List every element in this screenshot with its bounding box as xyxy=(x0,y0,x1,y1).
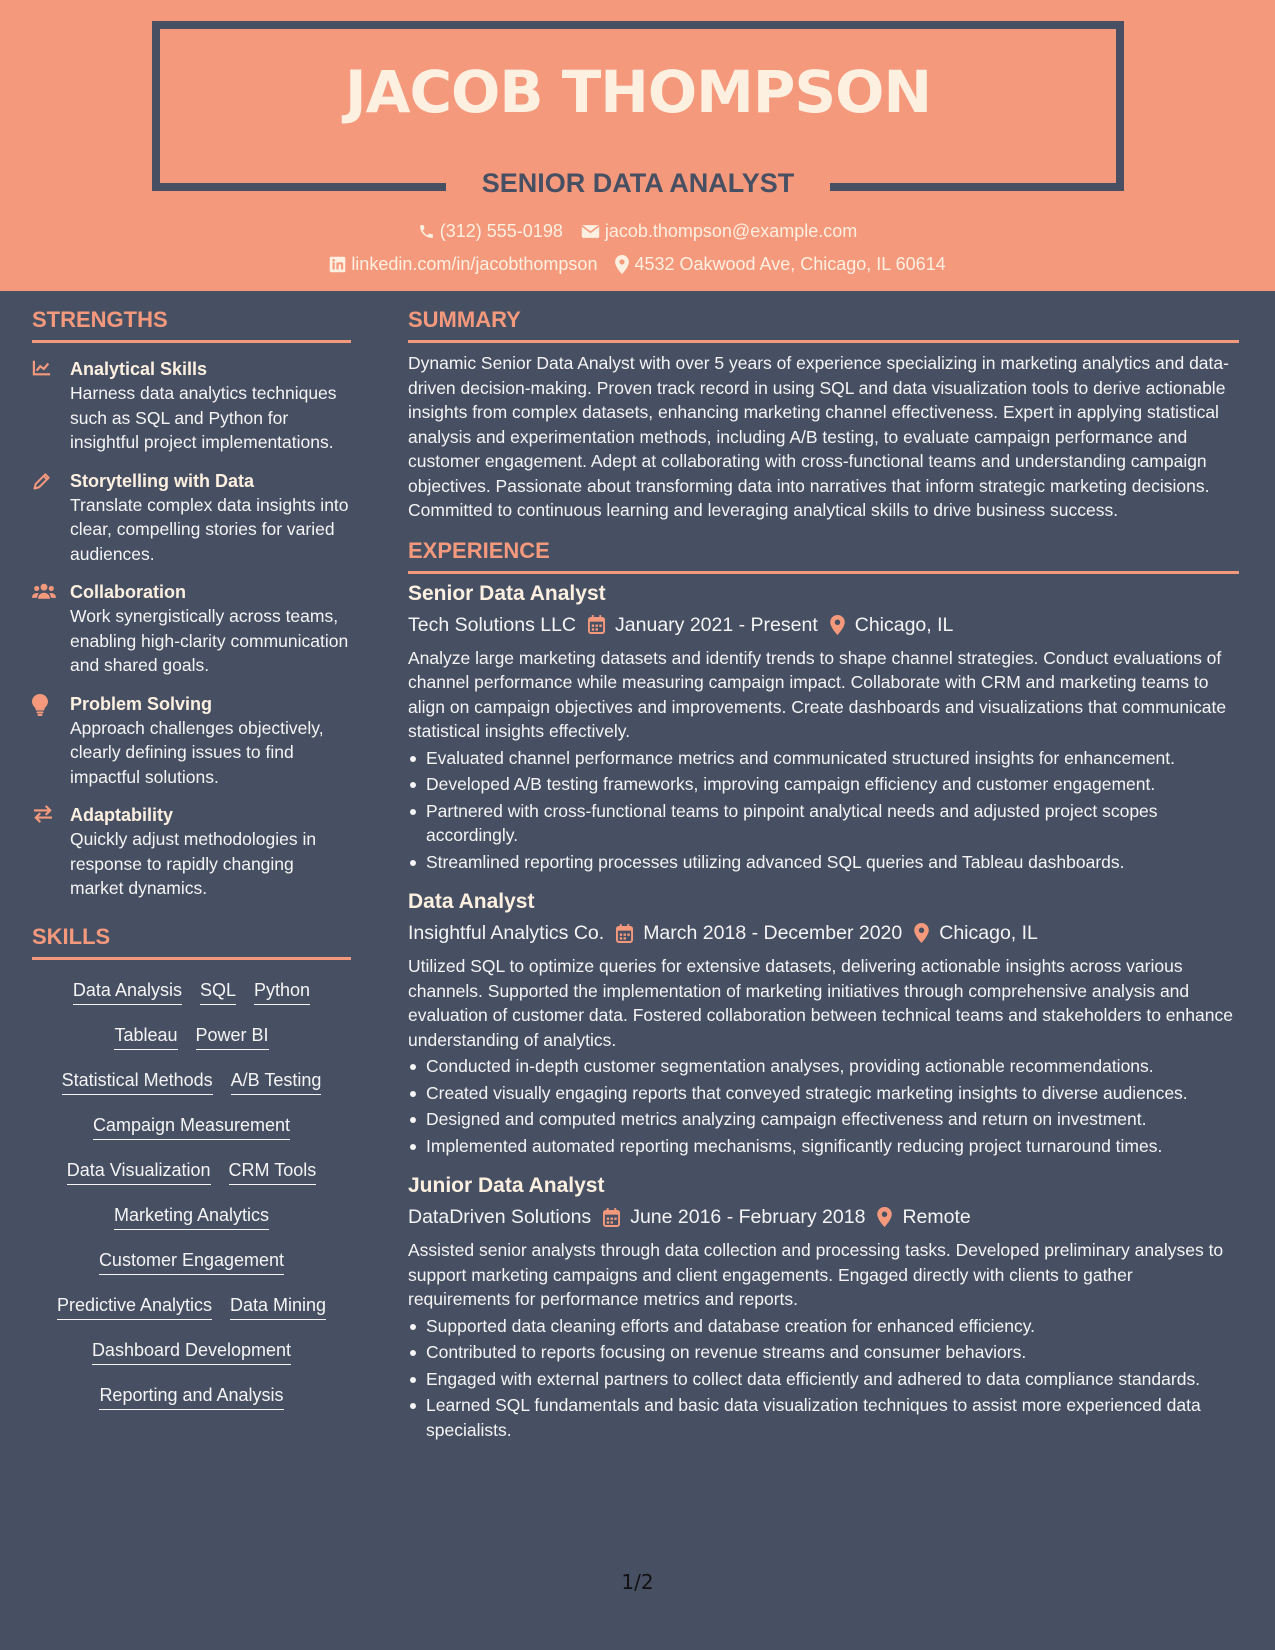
bullet-item: Partnered with cross-functional teams to pinpoint analytical needs and adjusted project scopes accordingly. xyxy=(408,799,1239,848)
skill-tag: Reporting and Analysis xyxy=(99,1383,283,1410)
map-pin-icon xyxy=(830,615,845,635)
strength-desc: Approach challenges objectively, clearly defining issues to find impactful solutions. xyxy=(70,717,324,787)
skill-row xyxy=(32,1373,351,1418)
contact-row-1 xyxy=(0,219,1275,243)
bullet-item: Engaged with external partners to collect data efficiently and adhered to data compliance standards. xyxy=(408,1367,1239,1392)
job-entry xyxy=(408,580,1239,875)
skill-row xyxy=(32,1328,351,1373)
right-column xyxy=(408,306,1239,1444)
strength-item xyxy=(32,692,351,790)
skill-row xyxy=(32,968,351,1013)
frame-bottom-right xyxy=(830,183,1124,191)
frame-bottom-left xyxy=(152,183,446,191)
experience-heading: EXPERIENCE xyxy=(408,537,1239,574)
skill-tag: Data Visualization xyxy=(67,1158,211,1185)
company-name: Tech Solutions LLC xyxy=(408,613,577,636)
calendar-icon xyxy=(603,1208,620,1227)
strength-title: Collaboration xyxy=(70,582,186,602)
job-title: Junior Data Analyst xyxy=(408,1174,605,1197)
map-pin-icon xyxy=(877,1207,892,1227)
chart-line-icon xyxy=(32,357,70,455)
skill-tag: Tableau xyxy=(114,1023,177,1050)
header-banner xyxy=(0,0,1275,291)
skill-tag: CRM Tools xyxy=(229,1158,317,1185)
bullet-item: Evaluated channel performance metrics and communicated structured insights for enhancement. xyxy=(408,746,1239,771)
pencil-icon xyxy=(32,469,70,567)
strength-desc: Translate complex data insights into clear, compelling stories for varied audiences. xyxy=(70,494,349,564)
job-bullets xyxy=(408,1054,1239,1158)
email-text: jacob.thompson@example.com xyxy=(604,221,858,241)
lightbulb-icon xyxy=(32,692,70,790)
bullet-item: Created visually engaging reports that conveyed strategic marketing insights to diverse audiences. xyxy=(408,1081,1239,1106)
phone-icon xyxy=(418,223,435,240)
skill-tag: A/B Testing xyxy=(231,1068,322,1095)
skill-tag: Campaign Measurement xyxy=(93,1113,290,1140)
address-contact xyxy=(615,252,945,276)
strength-item xyxy=(32,357,351,455)
skill-tag: Data Mining xyxy=(230,1293,326,1320)
candidate-role: SENIOR DATA ANALYST xyxy=(481,168,795,198)
skill-row xyxy=(32,1148,351,1193)
bullet-item: Supported data cleaning efforts and database creation for enhanced efficiency. xyxy=(408,1314,1239,1339)
skill-tag: Marketing Analytics xyxy=(114,1203,269,1230)
bullet-item: Designed and computed metrics analyzing campaign effectiveness and return on investment. xyxy=(408,1107,1239,1132)
job-description: Utilized SQL to optimize queries for extensive datasets, delivering actionable insights across various channels. Supported the implementation of marketing initiatives through comprehensive analysis and evaluation of customer data. Fostered collaboration between technical teams and stakeholders to enhance understanding of analytics. xyxy=(408,956,1233,1050)
email-contact[interactable] xyxy=(581,219,857,243)
skill-tag: Predictive Analytics xyxy=(57,1293,212,1320)
company-name: Insightful Analytics Co. xyxy=(408,922,605,944)
job-location: Remote xyxy=(902,1206,971,1228)
linkedin-text: linkedin.com/in/jacobthompson xyxy=(351,254,598,274)
bullet-item: Learned SQL fundamentals and basic data visualization techniques to assist more experienced data specialists. xyxy=(408,1393,1239,1442)
bullet-item: Implemented automated reporting mechanisms, significantly reducing project turnaround times. xyxy=(408,1134,1239,1159)
calendar-icon xyxy=(588,615,605,634)
strength-item xyxy=(32,580,351,678)
job-dates: March 2018 - December 2020 xyxy=(643,922,903,944)
job-entry xyxy=(408,888,1239,1158)
page-number: 1/2 xyxy=(621,1570,654,1594)
job-title: Data Analyst xyxy=(408,890,535,913)
exchange-icon xyxy=(32,803,70,901)
skill-tag: Power BI xyxy=(196,1023,269,1050)
left-column xyxy=(32,306,351,1418)
job-description: Analyze large marketing datasets and identify trends to shape channel strategies. Conduct evaluations of channel performance while measuring campaign impact. Collaborate with CRM and marketing teams to align on campaign objectives and improvements. Create dashboards and visualizations that communicate statistical insights effectively. xyxy=(408,647,1227,741)
strength-desc: Quickly adjust methodologies in response to rapidly changing market dynamics. xyxy=(70,829,317,898)
strength-desc: Work synergistically across teams, enabling high-clarity communication and shared goals. xyxy=(70,606,349,675)
skill-row xyxy=(32,1238,351,1283)
strength-item xyxy=(32,469,351,567)
bullet-item: Developed A/B testing frameworks, improving campaign efficiency and customer engagement. xyxy=(408,772,1239,797)
skill-row xyxy=(32,1193,351,1238)
strength-item xyxy=(32,803,351,901)
job-meta xyxy=(408,918,1239,948)
calendar-icon xyxy=(616,924,633,943)
skill-tag: Customer Engagement xyxy=(99,1248,284,1275)
skill-row xyxy=(32,1103,351,1148)
strength-title: Storytelling with Data xyxy=(70,470,255,491)
skill-tag: Statistical Methods xyxy=(62,1068,213,1095)
job-location: Chicago, IL xyxy=(939,922,1038,944)
job-bullets xyxy=(408,746,1239,875)
job-meta xyxy=(408,1202,1239,1232)
linkedin-icon xyxy=(329,256,346,273)
job-dates: January 2021 - Present xyxy=(615,613,818,636)
job-dates: June 2016 - February 2018 xyxy=(630,1206,866,1228)
summary-text: Dynamic Senior Data Analyst with over 5 years of experience specializing in marketing analytics and data-driven decision-making. Proven track record in using SQL and data visualization tools to derive actionable insights from complex datasets, enhancing marketing channel effectiveness. Expert in applying statistical analysis and experimentation methods, including A/B testing, to evaluate campaign performance and customer engagement. Adept at collaborating with cross-functional teams and understanding campaign objectives. Passionate about transforming data into narratives that inform strategic marketing decisions. Committed to continuous learning and leveraging analytical skills to drive business success. xyxy=(408,353,1229,520)
skills-heading: SKILLS xyxy=(32,923,351,960)
strength-title: Analytical Skills xyxy=(70,359,208,379)
job-location: Chicago, IL xyxy=(854,613,954,636)
job-meta xyxy=(408,610,1239,640)
linkedin-contact[interactable] xyxy=(329,252,597,276)
contact-row-2 xyxy=(0,252,1275,276)
strength-title: Problem Solving xyxy=(70,693,213,714)
bullet-item: Conducted in-depth customer segmentation analyses, providing actionable recommendations. xyxy=(408,1054,1239,1079)
address-text: 4532 Oakwood Ave, Chicago, IL 60614 xyxy=(634,254,946,274)
summary-heading: SUMMARY xyxy=(408,306,1239,343)
job-bullets xyxy=(408,1314,1239,1443)
phone-contact[interactable] xyxy=(418,219,563,243)
users-icon xyxy=(32,580,70,678)
map-pin-icon xyxy=(615,255,629,274)
candidate-name: JACOB THOMPSON xyxy=(345,58,931,126)
phone-text: (312) 555-0198 xyxy=(439,221,563,241)
strengths-heading: STRENGTHS xyxy=(32,306,351,343)
bullet-item: Contributed to reports focusing on revenue streams and consumer behaviors. xyxy=(408,1340,1239,1365)
skill-row xyxy=(32,1283,351,1328)
strength-title: Adaptability xyxy=(70,805,174,825)
skills-list xyxy=(32,968,351,1418)
job-title: Senior Data Analyst xyxy=(408,581,606,605)
strength-desc: Harness data analytics techniques such as SQL and Python for insightful project implementations. xyxy=(70,383,337,452)
job-description: Assisted senior analysts through data collection and processing tasks. Developed preliminary analyses to support marketing campaigns and client engagements. Engaged directly with clients to gather requirements for performance metrics and reports. xyxy=(408,1240,1224,1309)
company-name: DataDriven Solutions xyxy=(408,1206,592,1228)
skill-row xyxy=(32,1058,351,1103)
map-pin-icon xyxy=(914,923,929,943)
job-entry xyxy=(408,1172,1239,1442)
skill-tag: Data Analysis xyxy=(73,978,182,1005)
skill-tag: Dashboard Development xyxy=(92,1338,291,1365)
skill-tag: Python xyxy=(254,978,310,1005)
envelope-icon xyxy=(581,224,600,239)
skill-tag: SQL xyxy=(200,978,236,1005)
bullet-item: Streamlined reporting processes utilizing advanced SQL queries and Tableau dashboards. xyxy=(408,850,1239,875)
skill-row xyxy=(32,1013,351,1058)
